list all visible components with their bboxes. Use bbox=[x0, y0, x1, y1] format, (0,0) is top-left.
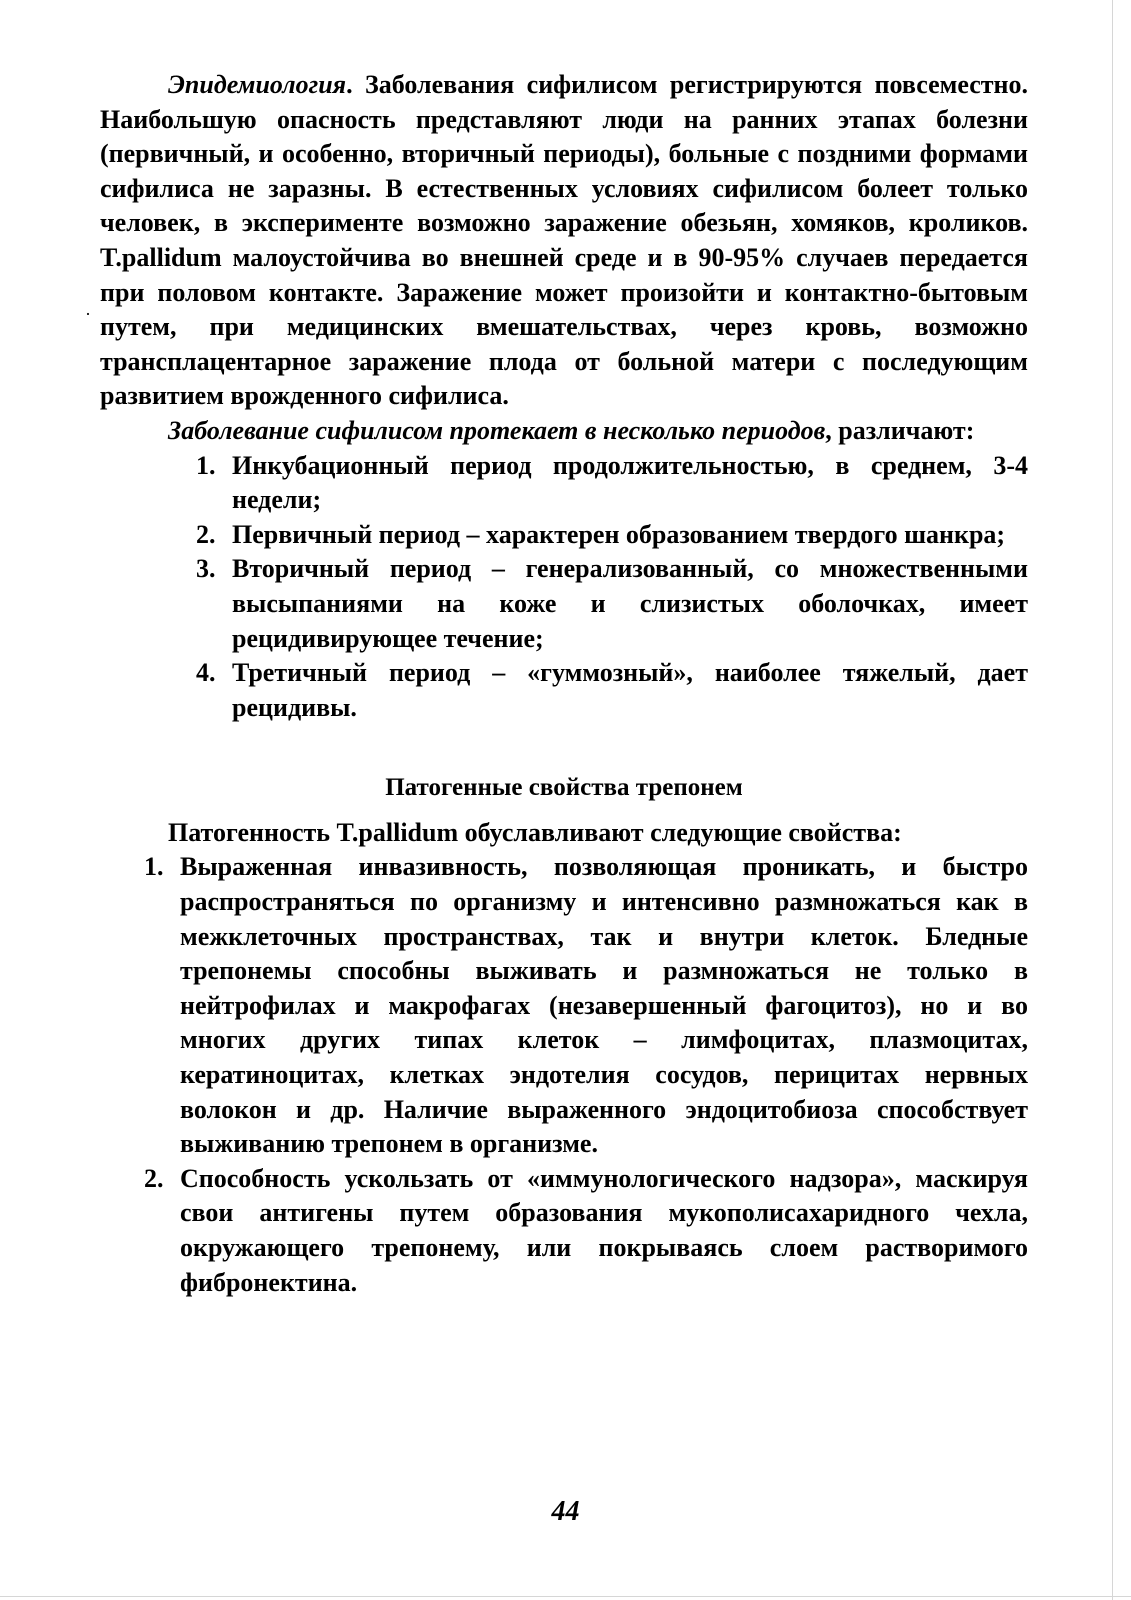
margin-mark: · bbox=[85, 304, 91, 324]
list-item-number: 2. bbox=[196, 519, 216, 549]
list-item bbox=[196, 552, 1028, 656]
list-item bbox=[196, 449, 1028, 518]
section-heading: Патогенные свойства трепонем bbox=[385, 774, 743, 802]
periods-list bbox=[100, 449, 1028, 726]
list-item-text: Третичный период – «гуммозный», наиболее тяжелый, дает рецидивы. bbox=[232, 658, 1028, 722]
epidemiology-paragraph bbox=[100, 68, 1028, 414]
page-right-edge bbox=[1112, 0, 1113, 1600]
page-content bbox=[100, 68, 1028, 1300]
list-item-number: 1. bbox=[196, 450, 216, 480]
page-bottom-edge bbox=[0, 1596, 1131, 1597]
properties-list bbox=[100, 850, 1028, 1300]
list-item-number: 4. bbox=[196, 658, 216, 688]
list-item-number: 2. bbox=[144, 1163, 164, 1193]
list-item bbox=[196, 518, 1028, 553]
page-number: 44 bbox=[551, 1496, 580, 1527]
list-item-number: 1. bbox=[144, 852, 164, 882]
section-intro: Патогенность T.pallidum обуславливают следующие свойства: bbox=[168, 817, 902, 847]
list-item-text: Первичный период – характерен образованием твердого шанкра; bbox=[232, 519, 1006, 549]
list-item-text: Выраженная инвазивность, позволяющая проникать, и быстро распространяться по организму и интенсивно размножаться как в межклеточных пространствах, так и внутри клеток. Бледные трепонемы способны выживать и размножаться не только в нейтрофилах и макрофагах (незавершенный фагоцитоз), но и во многих других типах клеток – лимфоцитах, плазмоцитах, кератиноцитах, клетках эндотелия сосудов, перицитах нервных волокон и др. Наличие выраженного эндоцитобиоза способствует выживанию трепонем в организме. bbox=[180, 852, 1028, 1159]
epidemiology-text: . Заболевания сифилисом регистрируются повсеместно. Наибольшую опасность представляют люди на ранних этапах болезни (первичный, и особенно, вторичный периоды), больные с поздними формами сифилиса не заразны. В естественных условиях сифилисом болеет только человек, в эксперименте возможно заражение обезьян, хомяков, кроликов. T.pallidum малоустойчива во внешней среде и в 90-95% случаев передается при половом контакте. Заражение может произойти и контактно-бытовым путем, при медицинских вмешательствах, через кровь, возможно трансплацентарное заражение плода от больной матери с последующим развитием врожденного сифилиса. bbox=[100, 70, 1028, 411]
periods-intro-text: , различают: bbox=[825, 415, 975, 445]
list-item bbox=[196, 656, 1028, 725]
list-item-text: Вторичный период – генерализованный, со множественными высыпаниями на коже и слизистых оболочках, имеет рецидивирующее течение; bbox=[232, 554, 1028, 653]
periods-intro-paragraph bbox=[100, 414, 1028, 449]
list-item-text: Способность ускользать от «иммунологического надзора», маскируя свои антигены путем образования мукополисахаридного чехла, окружающего трепонему, или покрываясь слоем растворимого фибронектина. bbox=[180, 1163, 1028, 1297]
list-item-number: 3. bbox=[196, 554, 216, 584]
list-item bbox=[144, 1162, 1028, 1300]
list-item-text: Инкубационный период продолжительностью, в среднем, 3-4 недели; bbox=[232, 450, 1028, 515]
periods-intro-lead: Заболевание сифилисом протекает в несколько периодов bbox=[168, 415, 826, 445]
list-item bbox=[144, 850, 1028, 1161]
epidemiology-lead: Эпидемиология bbox=[168, 70, 347, 99]
